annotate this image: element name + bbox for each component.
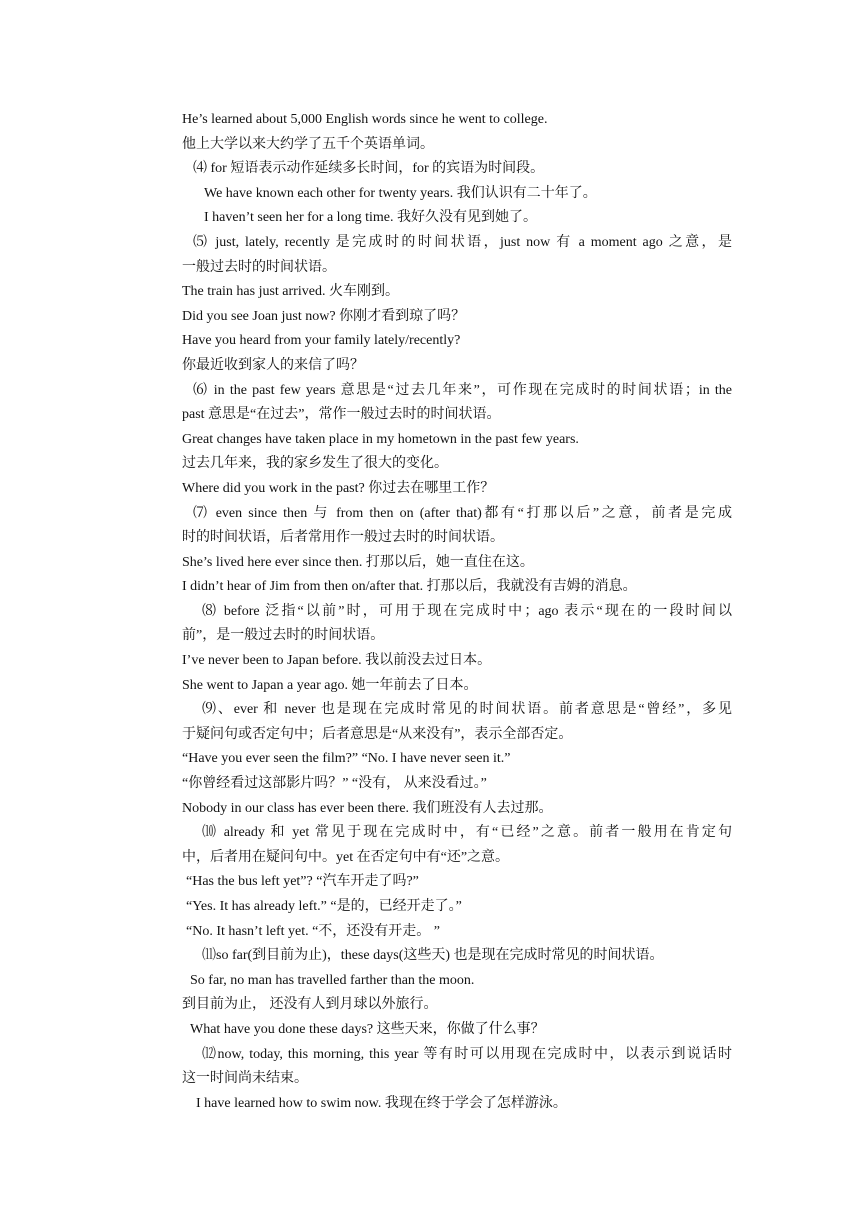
- section-heading: ⑺ even since then 与 from then on (after that)都有“打那以后”之意，前者是完成: [193, 505, 732, 521]
- text-line: past 意思是“在过去”，常作一般过去时的时间状语。: [182, 407, 501, 423]
- example-line: So far, no man has travelled farther than the moon.: [190, 972, 475, 988]
- text-line: He’s learned about 5,000 English words since he went to college.: [182, 112, 548, 127]
- example-line: Nobody in our class has ever been there. 我们班没有人去过那。: [182, 800, 553, 816]
- example-line: “Has the bus left yet”? “汽车开走了吗?”: [186, 874, 419, 890]
- example-line: “No. It hasn’t left yet. “不，还没有开走。 ”: [186, 923, 441, 939]
- text-line: 前”，是一般过去时的时间状语。: [182, 628, 385, 644]
- example-line: I haven’t seen her for a long time. 我好久没有见到她了。: [204, 210, 537, 226]
- section-heading: ⑿now, today, this morning, this year 等有时可以用现在完成时中，以表示到说话时: [202, 1046, 732, 1062]
- text-line: 这一时间尚未结束。: [182, 1071, 308, 1087]
- section-heading: ⑼、ever 和 never 也是现在完成时常见的时间状语。前者意思是“曾经”，多见: [202, 702, 732, 718]
- example-line: 你最近收到家人的来信了吗？: [182, 357, 364, 373]
- example-line: I’ve never been to Japan before. 我以前没去过日本。: [182, 653, 492, 669]
- section-heading: ⑸ just, lately, recently 是完成时的时间状语，just now 有 a moment ago 之意，是: [193, 234, 732, 250]
- section-heading: ⑷ for 短语表示动作延续多长时间，for 的宾语为时间段。: [193, 161, 545, 177]
- example-line: She’s lived here ever since then. 打那以后，她一直住在这。: [182, 554, 534, 570]
- section-heading: ⑾so far(到目前为止)，these days(这些天) 也是现在完成时常见的时间状语。: [202, 948, 664, 964]
- section-heading: ⑽ already 和 yet 常见于现在完成时中，有“已经”之意。前者一般用在肯定句: [202, 825, 732, 841]
- document-body: [182, 108, 732, 1116]
- example-line: We have known each other for twenty years. 我们认识有二十年了。: [204, 185, 597, 201]
- example-line: Great changes have taken place in my hometown in the past few years.: [182, 431, 579, 447]
- section-heading: ⑹ in the past few years 意思是“过去几年来”，可作现在完成时的时间状语；in the: [193, 382, 732, 398]
- section-heading: ⑻ before 泛指“以前”时，可用于现在完成时中；ago 表示“现在的一段时间以: [202, 603, 732, 619]
- example-line: Where did you work in the past? 你过去在哪里工作？: [182, 480, 495, 496]
- example-line: “Yes. It has already left.” “是的，已经开走了。”: [186, 899, 462, 914]
- text-line: 于疑问句或否定句中；后者意思是“从来没有”，表示全部否定。: [182, 726, 573, 742]
- example-line: The train has just arrived. 火车刚到。: [182, 284, 399, 300]
- example-line: “你曾经看过这部影片吗？” “没有， 从来没看过。”: [182, 776, 487, 792]
- example-line: 到目前为止， 还没有人到月球以外旅行。: [182, 997, 438, 1013]
- example-line: I didn’t hear of Jim from then on/after that. 打那以后，我就没有吉姆的消息。: [182, 579, 637, 595]
- text-line: 一般过去时的时间状语。: [182, 259, 336, 275]
- example-line: What have you done these days? 这些天来，你做了什么事？: [190, 1021, 545, 1037]
- text-line: 他上大学以来大约学了五千个英语单词。: [182, 136, 434, 152]
- example-line: I have learned how to swim now. 我现在终于学会了怎样游泳。: [196, 1095, 567, 1111]
- example-line: She went to Japan a year ago. 她一年前去了日本。: [182, 677, 478, 693]
- example-line: Have you heard from your family lately/recently?: [182, 333, 461, 349]
- text-line: 中，后者用在疑问句中。yet 在否定句中有“还”之意。: [182, 849, 510, 865]
- example-line: 过去几年来，我的家乡发生了很大的变化。: [182, 456, 448, 472]
- text-line: 时的时间状语，后者常用作一般过去时的时间状语。: [182, 530, 504, 546]
- example-line: Did you see Joan just now? 你刚才看到琼了吗？: [182, 308, 466, 324]
- example-line: “Have you ever seen the film?” “No. I have never seen it.”: [182, 751, 511, 767]
